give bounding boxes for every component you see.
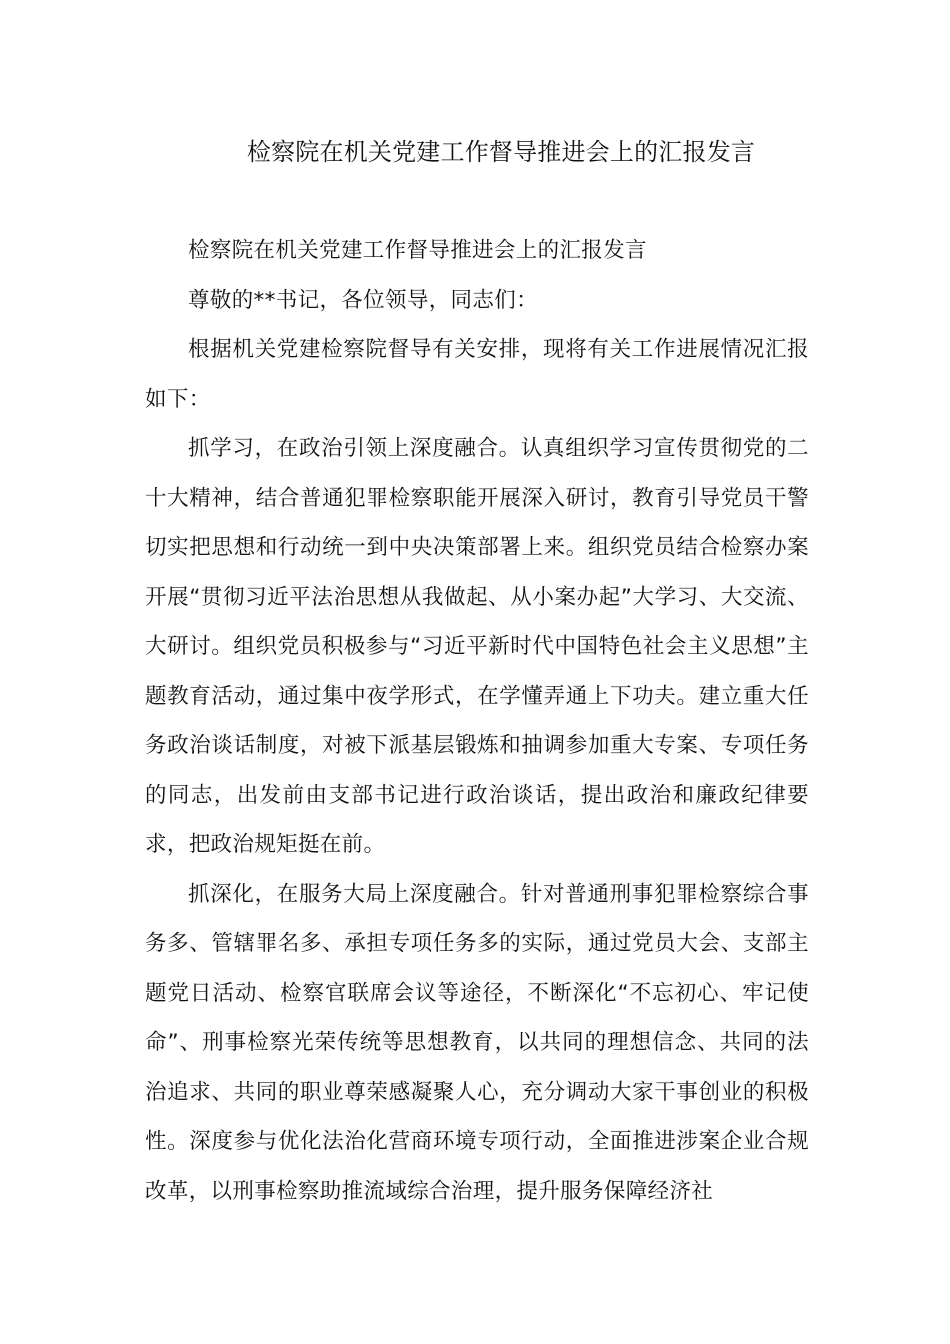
document-body [145,226,809,1216]
document-title: 检察院在机关党建工作督导推进会上的汇报发言 [246,138,756,166]
paragraph-deepen: 抓深化，在服务大局上深度融合。针对普通刑事犯罪检察综合事务多、管辖罪名多、承担专项任务多的实际，通过党员大会、支部主题党日活动、检察官联席会议等途径，不断深化“不忘初心、牢记使命”、刑事检察光荣传统等思想教育，以共同的理想信念、共同的法治追求、共同的职业尊荣感凝聚人心，充分调动大家干事创业的积极性。深度参与优化法治化营商环境专项行动，全面推进涉案企业合规改革，以刑事检察助推流域综合治理，提升服务保障经济社 [145,881,809,1204]
paragraph-heading: 检察院在机关党建工作督导推进会上的汇报发言 [188,238,647,263]
paragraph-salutation: 尊敬的**书记，各位领导，同志们： [188,287,538,313]
paragraph-study: 抓学习，在政治引领上深度融合。认真组织学习宣传贯彻党的二十大精神，结合普通犯罪检察职能开展深入研讨，教育引导党员干警切实把思想和行动统一到中央决策部署上来。组织党员结合检察办案开展“贯彻习近平法治思想从我做起、从小案办起”大学习、大交流、大研讨。组织党员积极参与“习近平新时代中国特色社会主义思想”主题教育活动，通过集中夜学形式，在学懂弄通上下功夫。建立重大任务政治谈话制度，对被下派基层锻炼和抽调参加重大专案、专项任务的同志，出发前由支部书记进行政治谈话，提出政治和廉政纪律要求，把政治规矩挺在前。 [145,436,809,857]
paragraph-intro: 根据机关党建检察院督导有关安排，现将有关工作进展情况汇报如下： [145,337,809,412]
